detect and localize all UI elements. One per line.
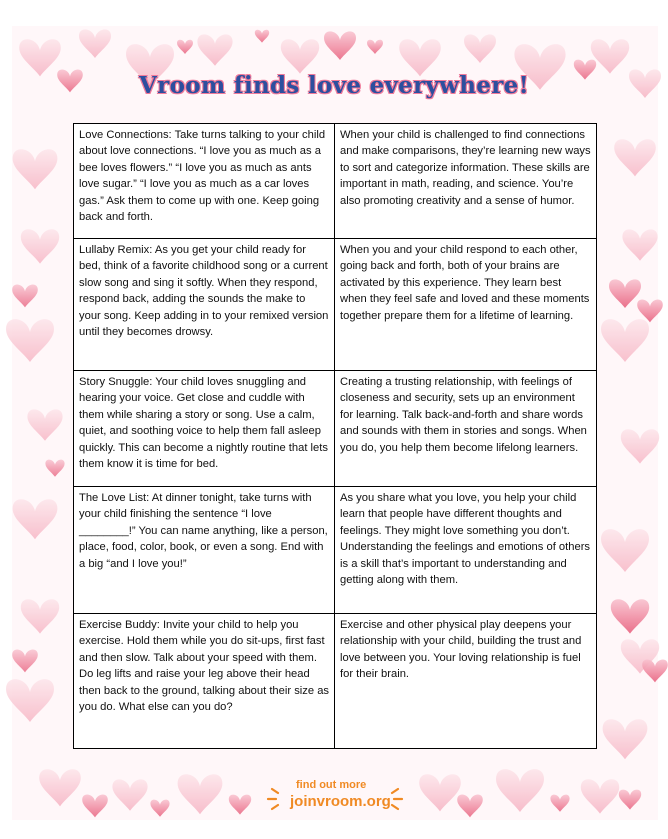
activity-cell: Lullaby Remix: As you get your child ready for bed, think of a favorite childhood song or a current slow song and sing it softly. When they respond, respond back, adding the sounds the make to your song. Keep adding in to your remixed version until they becomes drowsy.: [74, 239, 335, 371]
joinvroom-url[interactable]: joinvroom.org: [290, 793, 391, 810]
page-title: Vroom finds love everywhere!: [139, 72, 529, 99]
table-row: [74, 614, 597, 749]
activity-table: [73, 123, 597, 749]
table-row: [74, 487, 597, 614]
explanation-cell: When your child is challenged to find connections and make comparisons, they’re learning new ways to sort and categorize information. These skills are important in math, reading, and science. You’re also promoting creativity and a sense of humor.: [335, 124, 597, 239]
activity-cell: Story Snuggle: Your child loves snuggling and hearing your voice. Get close and cuddle with them while sharing a story or song. Use a calm, quiet, and soothing voice to help them fall asleep quickly. This can become a nightly routine that lets them know it is time for bed.: [74, 371, 335, 487]
explanation-cell: As you share what you love, you help your child learn that people have different thoughts and feelings. They might love something you don’t. Understanding the feelings and emotions of others is a skill that’s important to understanding and getting along with them.: [335, 487, 597, 614]
explanation-cell: When you and your child respond to each other, going back and forth, both of your brains are activated by this experience. They learn best when they feel safe and loved and these moments together prepare them for a lifetime of learning.: [335, 239, 597, 371]
find-out-more-text: find out more: [296, 779, 367, 791]
table-row: [74, 371, 597, 487]
explanation-cell: Creating a trusting relationship, with feelings of closeness and security, sets up an environment for learning. Talk back-and-forth and share words and sounds with them in stories and songs. When you do, you help them become lifelong learners.: [335, 371, 597, 487]
table-row: [74, 239, 597, 371]
explanation-cell: Exercise and other physical play deepens your relationship with your child, building the trust and love between you. Your loving relationship is fuel for their brain.: [335, 614, 597, 749]
joinvroom-link[interactable]: [266, 779, 404, 819]
activity-cell: Exercise Buddy: Invite your child to help you exercise. Hold them while you do sit-ups, first fast and then slow. Talk about your speed with them. Do leg lifts and raise your leg above their head then back to the ground, talking about their size as you do. What else can you do?: [74, 614, 335, 749]
activity-cell: Love Connections: Take turns talking to your child about love connections. “I love you as much as a bee loves flowers.” “I love you as much as ants love sugar.” “I love you as much as a car loves gas.” Ask them to come up with one. Keep going back and forth.: [74, 124, 335, 239]
table-row: [74, 124, 597, 239]
activity-cell: The Love List: At dinner tonight, take turns with your child finishing the sentence “I love ________!” You can name anything, like a person, place, food, color, book, or even a song. End with a big “and I love you!”: [74, 487, 335, 614]
